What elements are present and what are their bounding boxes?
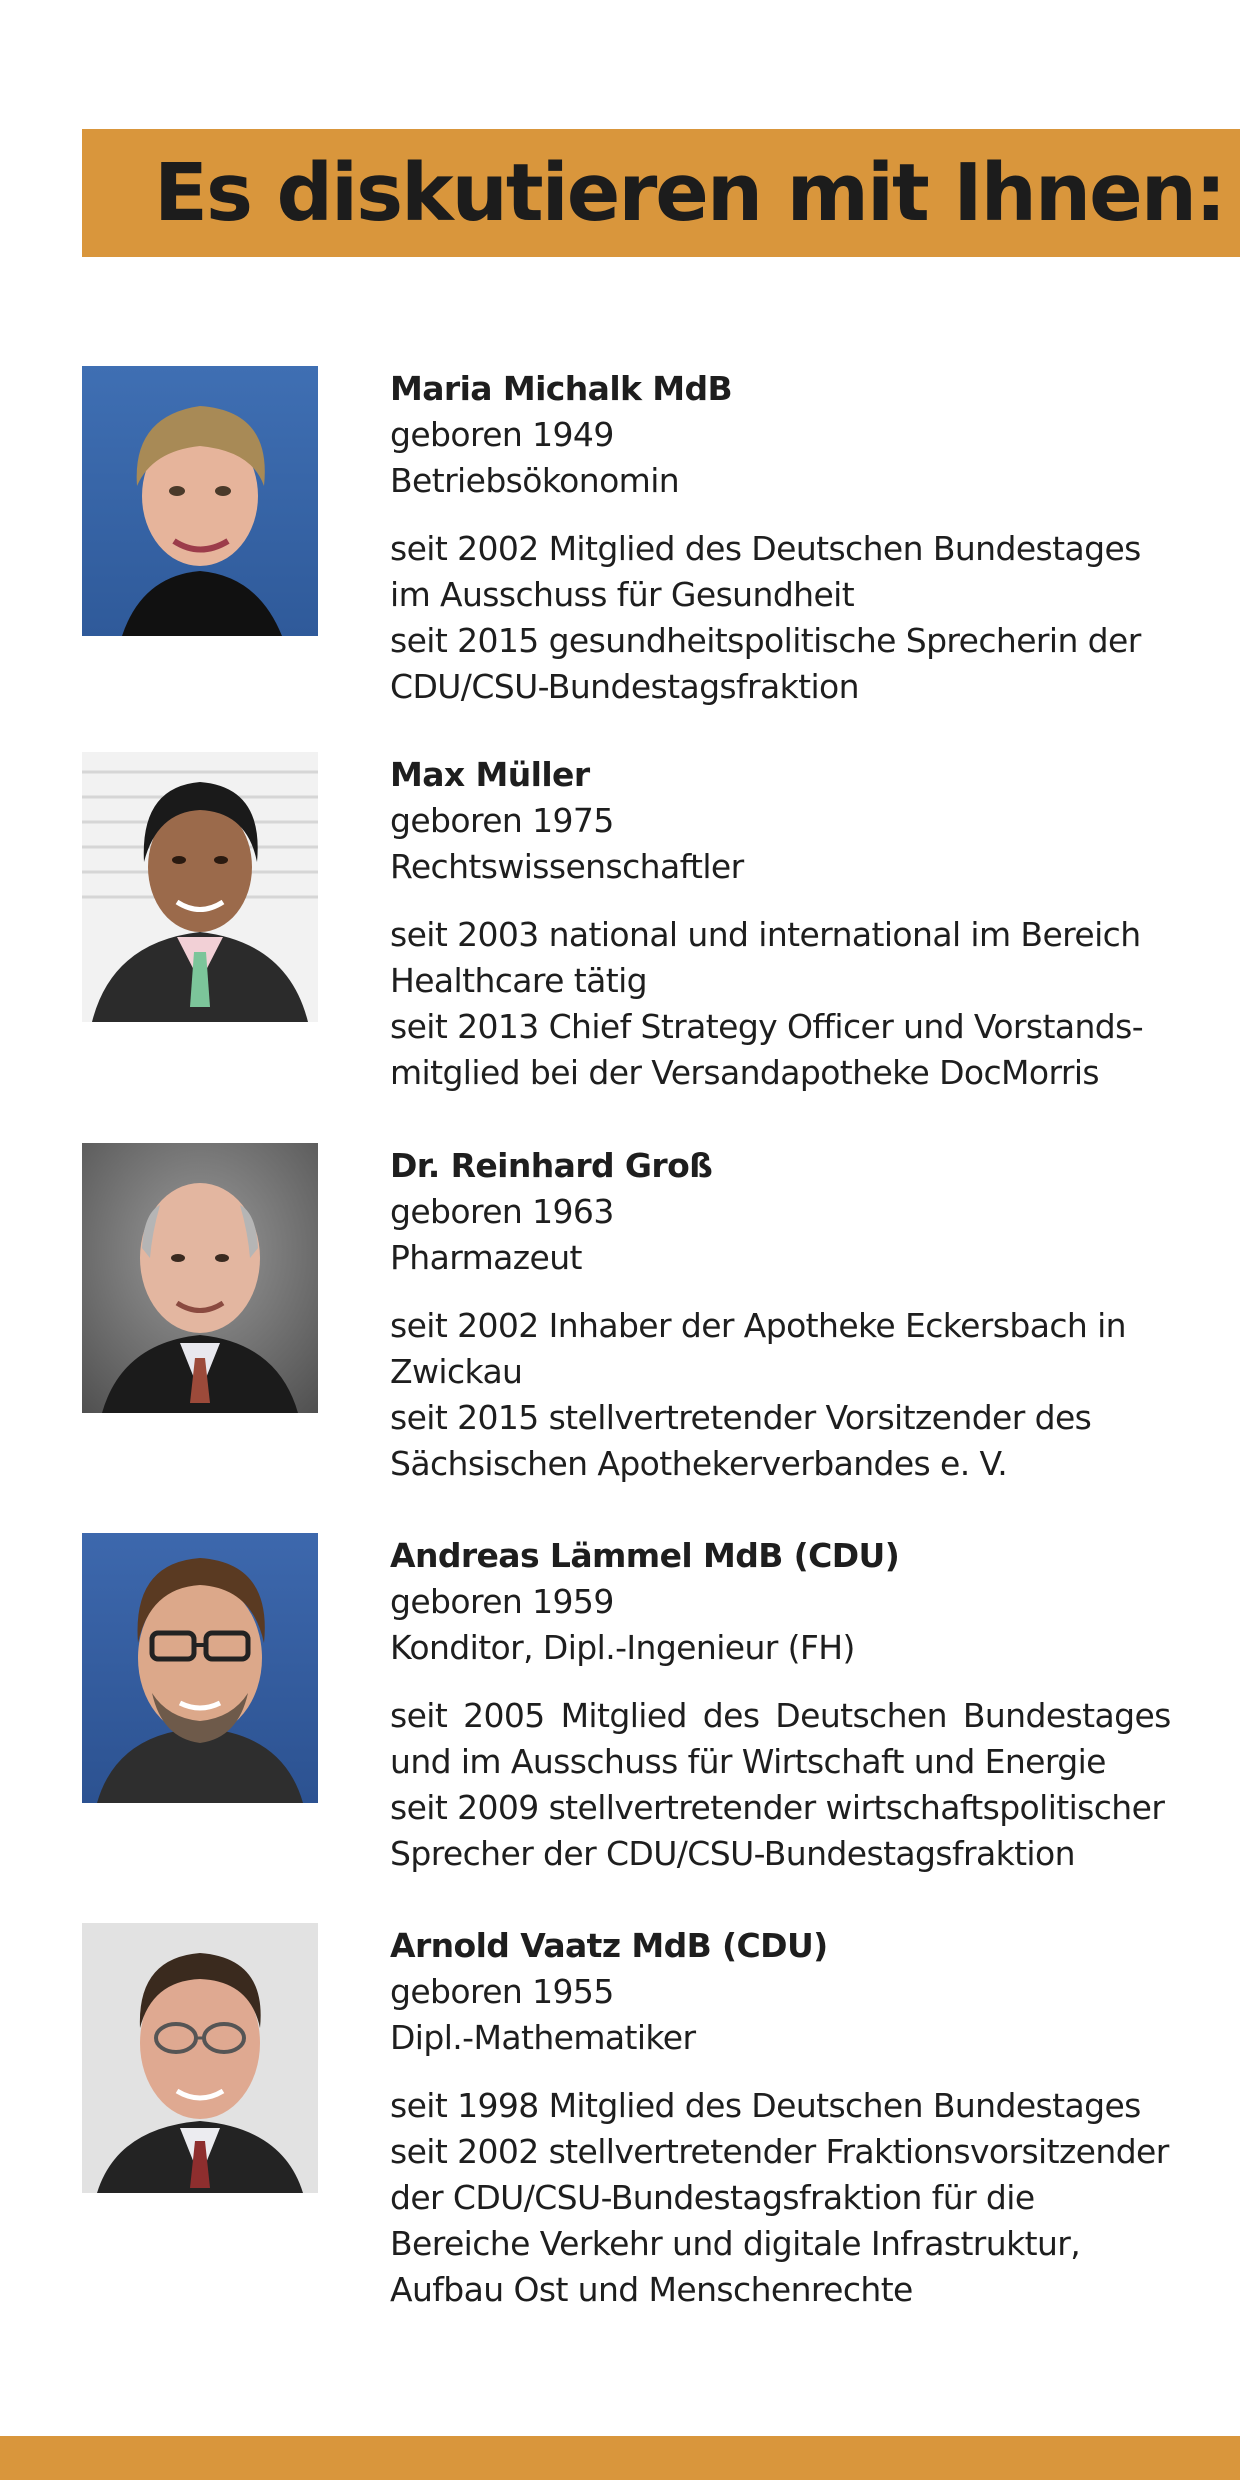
speaker-career-line: seit 2015 stellvertretender Vorsitzender des [390, 1398, 1092, 1437]
speaker-career-line: seit 2009 stellvertretender wirtschaftspolitischer [390, 1788, 1165, 1827]
speaker-profession: Betriebsökonomin [390, 461, 680, 500]
speaker-career-line: Sächsischen Apothekerverbandes e. V. [390, 1444, 1008, 1483]
speaker-name: Dr. Reinhard Groß [390, 1146, 713, 1185]
speaker-career-line: Bereiche Verkehr und digitale Infrastruktur, [390, 2224, 1081, 2263]
page-title: Es diskutieren mit Ihnen: [154, 147, 1225, 239]
speaker-photo [82, 752, 318, 1022]
speaker-career-line: seit 2002 stellvertretender Fraktionsvorsitzender [390, 2132, 1169, 2171]
speaker-name: Maria Michalk MdB [390, 369, 733, 408]
speaker-info [390, 752, 1180, 1096]
speaker-name: Andreas Lämmel MdB (CDU) [390, 1536, 900, 1575]
speaker-info [390, 366, 1180, 710]
speaker-photo [82, 1533, 318, 1803]
speaker-career-line: im Ausschuss für Gesundheit [390, 575, 855, 614]
speaker-career-line: Zwickau [390, 1352, 523, 1391]
speaker-career-line: seit 1998 Mitglied des Deutschen Bundestages [390, 2086, 1141, 2125]
speaker-born: geboren 1963 [390, 1192, 614, 1231]
speaker-career-line: seit 2002 Mitglied des Deutschen Bundestages [390, 529, 1141, 568]
speaker-photo [82, 1923, 318, 2193]
speaker-career-line: seit 2005 Mitglied des Deutschen Bundestages [390, 1696, 1171, 1735]
speaker-career-line: Healthcare tätig [390, 961, 647, 1000]
speaker-name: Max Müller [390, 755, 590, 794]
footer-bar [0, 2436, 1240, 2480]
speaker-profession: Rechtswissenschaftler [390, 847, 744, 886]
speaker-born: geboren 1975 [390, 801, 614, 840]
speaker-career-line: mitglied bei der Versandapotheke DocMorris [390, 1053, 1100, 1092]
title-banner [82, 129, 1240, 257]
speaker-career-line: seit 2003 national und international im Bereich [390, 915, 1141, 954]
speaker-profession: Pharmazeut [390, 1238, 582, 1277]
speaker-name: Arnold Vaatz MdB (CDU) [390, 1926, 828, 1965]
speaker-born: geboren 1949 [390, 415, 614, 454]
speaker-career-line: und im Ausschuss für Wirtschaft und Energie [390, 1742, 1106, 1781]
speaker-info [390, 1923, 1180, 2313]
speaker-career-line: seit 2015 gesundheitspolitische Sprecherin der [390, 621, 1141, 660]
speaker-photo [82, 1143, 318, 1413]
speaker-info [390, 1143, 1180, 1487]
speaker-born: geboren 1955 [390, 1972, 614, 2011]
speaker-career-line: Sprecher der CDU/CSU-Bundestagsfraktion [390, 1834, 1075, 1873]
speaker-info [390, 1533, 1180, 1877]
speaker-profession: Konditor, Dipl.-Ingenieur (FH) [390, 1628, 855, 1667]
speaker-born: geboren 1959 [390, 1582, 614, 1621]
speaker-career-line: der CDU/CSU-Bundestagsfraktion für die [390, 2178, 1035, 2217]
speaker-photo [82, 366, 318, 636]
speaker-career-line: seit 2002 Inhaber der Apotheke Eckersbach in [390, 1306, 1126, 1345]
speaker-profession: Dipl.-Mathematiker [390, 2018, 696, 2057]
speaker-career-line: CDU/CSU-Bundestagsfraktion [390, 667, 859, 706]
speaker-career-line: Aufbau Ost und Menschenrechte [390, 2270, 913, 2309]
speaker-career-line: seit 2013 Chief Strategy Officer und Vorstands- [390, 1007, 1144, 1046]
